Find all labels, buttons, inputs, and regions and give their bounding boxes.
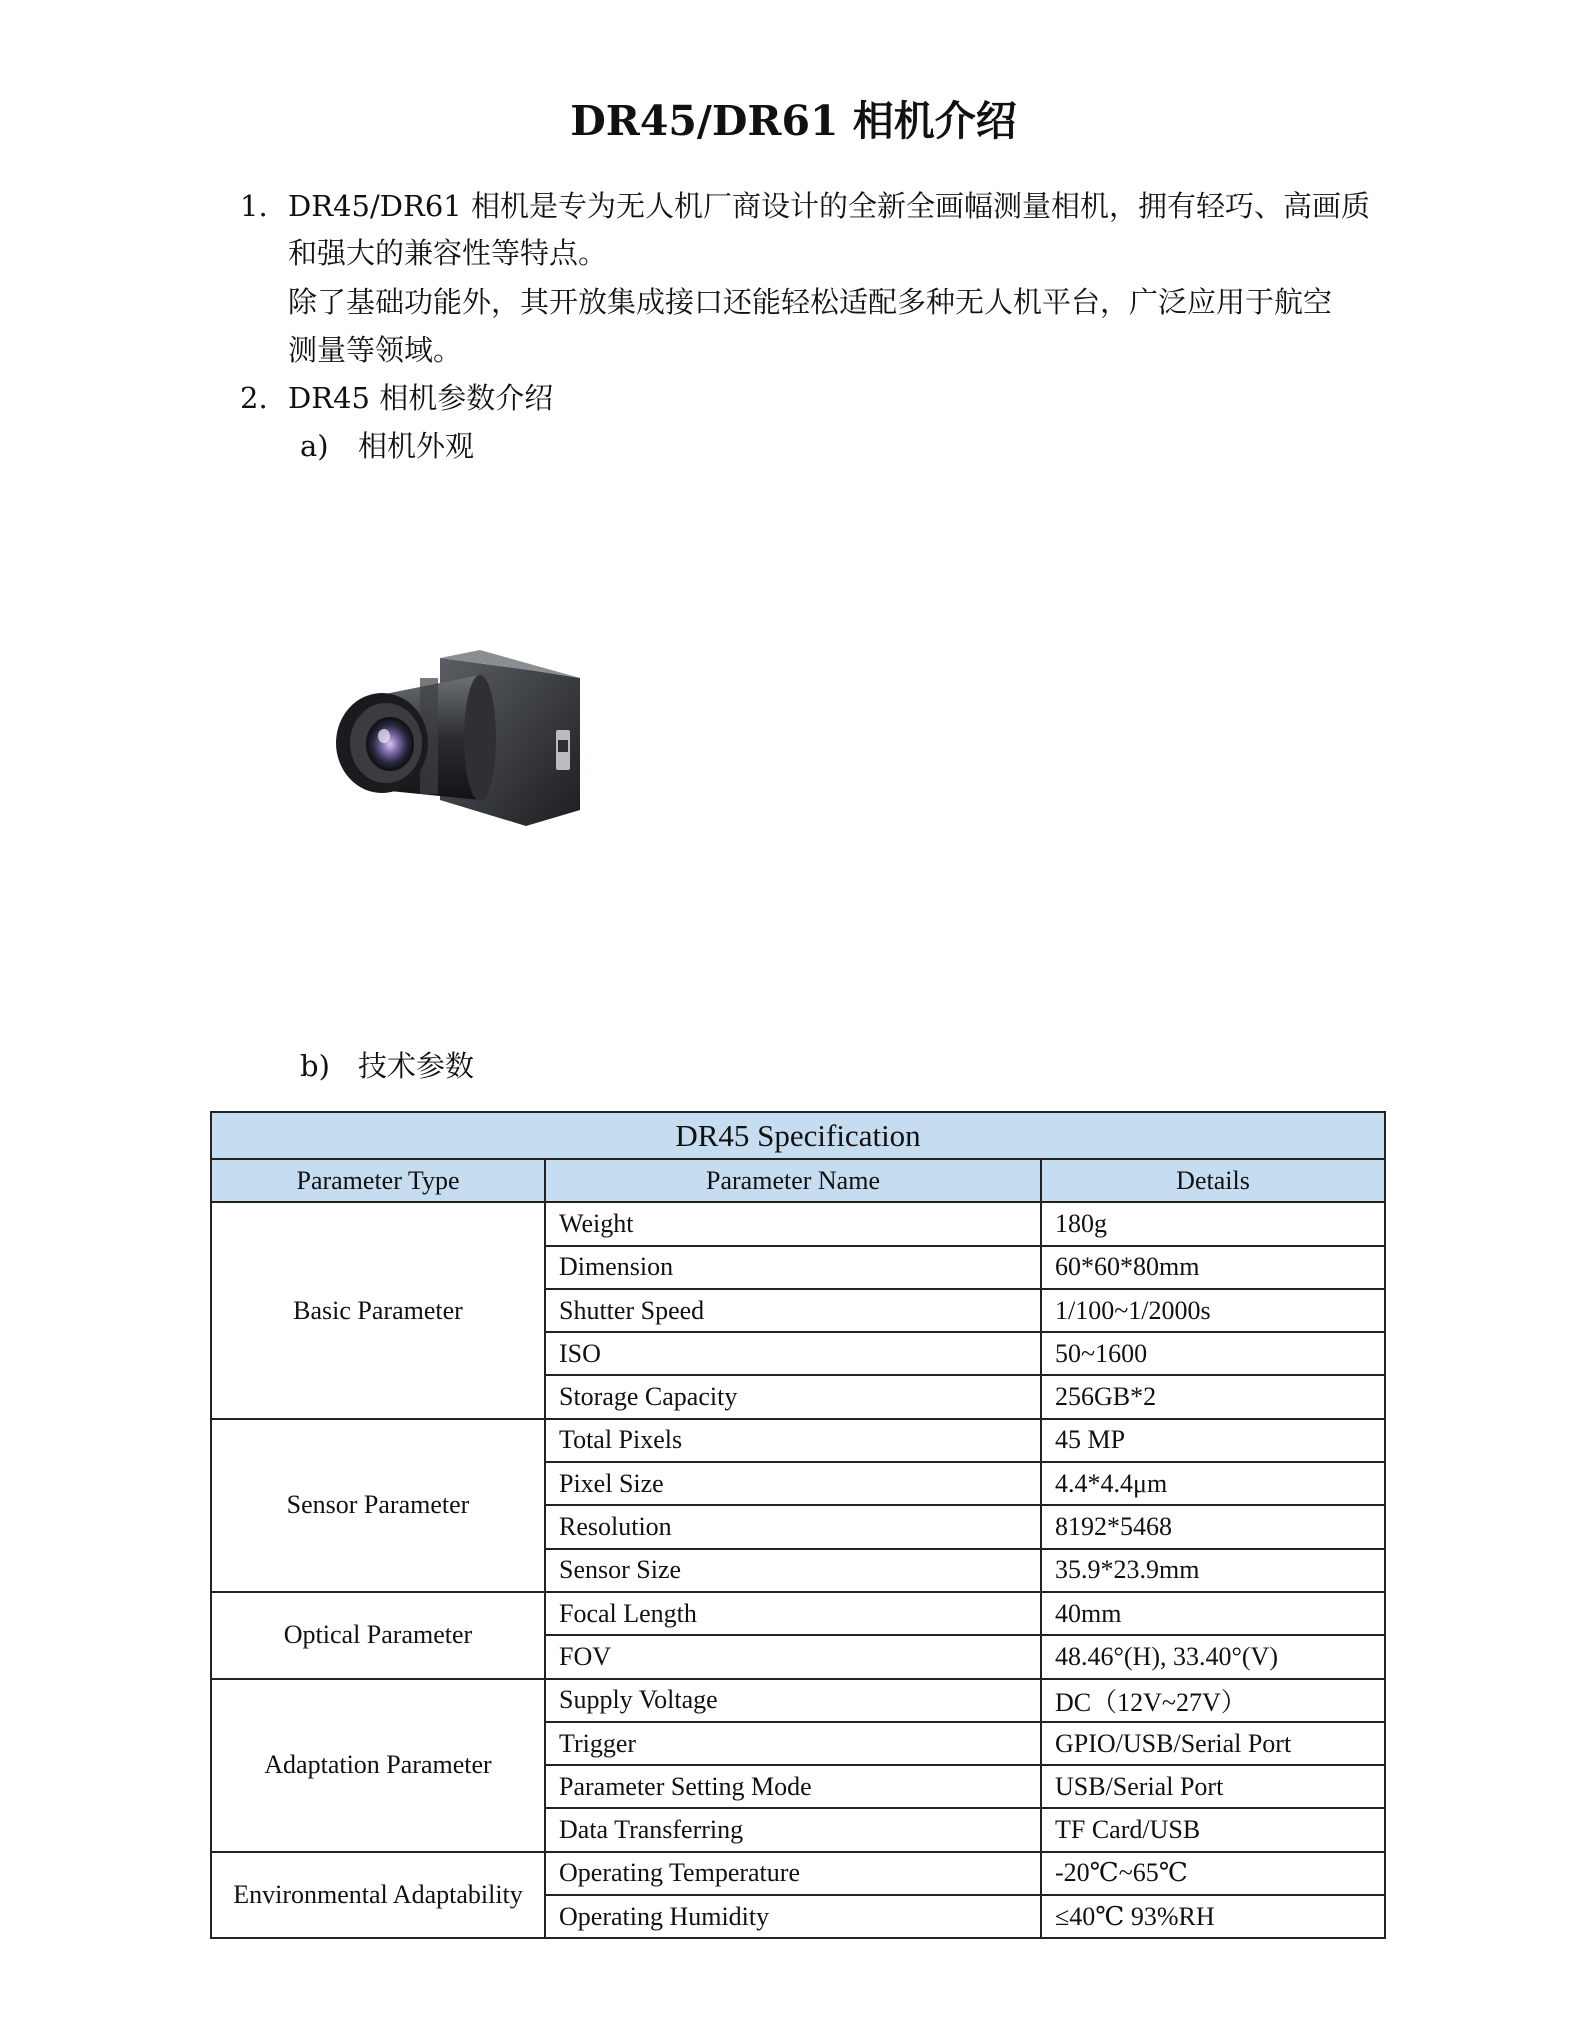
param-name: Supply Voltage — [545, 1679, 1041, 1722]
param-name: Trigger — [545, 1722, 1041, 1765]
param-name: Operating Humidity — [545, 1895, 1041, 1938]
param-name: Total Pixels — [545, 1419, 1041, 1462]
param-value: 180g — [1041, 1202, 1385, 1245]
param-value: 1/100~1/2000s — [1041, 1289, 1385, 1332]
param-value: 40mm — [1041, 1592, 1385, 1635]
spec-table-title: DR45 Specification — [211, 1112, 1385, 1159]
param-value: 256GB*2 — [1041, 1375, 1385, 1418]
param-name: Shutter Speed — [545, 1289, 1041, 1332]
param-name: Pixel Size — [545, 1462, 1041, 1505]
param-name: Parameter Setting Mode — [545, 1765, 1041, 1808]
group-sensor-parameter: Sensor Parameter — [211, 1419, 545, 1592]
param-name: Resolution — [545, 1505, 1041, 1548]
table-row — [211, 1679, 1385, 1722]
sub-number-a: a) — [300, 429, 329, 463]
param-value: 45 MP — [1041, 1419, 1385, 1462]
section-heading-dr45-params: DR45 相机参数介绍 — [288, 381, 554, 415]
param-name: Sensor Size — [545, 1549, 1041, 1592]
param-value: -20℃~65℃ — [1041, 1852, 1385, 1895]
camera-photo — [330, 640, 590, 860]
param-name: Dimension — [545, 1246, 1041, 1289]
param-value: TF Card/USB — [1041, 1808, 1385, 1851]
param-value: 8192*5468 — [1041, 1505, 1385, 1548]
group-adaptation-parameter: Adaptation Parameter — [211, 1679, 545, 1852]
header-details: Details — [1041, 1159, 1385, 1202]
param-name: ISO — [545, 1332, 1041, 1375]
param-name: Focal Length — [545, 1592, 1041, 1635]
group-environmental-adaptability: Environmental Adaptability — [211, 1852, 545, 1939]
page-title: DR45/DR61 相机介绍 — [570, 97, 1017, 145]
param-name: Weight — [545, 1202, 1041, 1245]
spec-table — [210, 1111, 1386, 1939]
param-value: 35.9*23.9mm — [1041, 1549, 1385, 1592]
list-number-1: 1. — [240, 189, 268, 223]
param-value: 50~1600 — [1041, 1332, 1385, 1375]
sub-heading-tech-params: 技术参数 — [358, 1049, 475, 1083]
table-row — [211, 1852, 1385, 1895]
intro-line-1: DR45/DR61 相机是专为无人机厂商设计的全新全画幅测量相机，拥有轻巧、高画质 — [288, 189, 1370, 223]
sub-number-b: b) — [300, 1049, 330, 1083]
table-row — [211, 1202, 1385, 1245]
intro-line-3: 除了基础功能外，其开放集成接口还能轻松适配多种无人机平台，广泛应用于航空 — [288, 285, 1333, 319]
param-value: DC（12V~27V） — [1041, 1679, 1385, 1722]
param-value: 60*60*80mm — [1041, 1246, 1385, 1289]
header-parameter-type: Parameter Type — [211, 1159, 545, 1202]
table-row — [211, 1592, 1385, 1635]
param-value: USB/Serial Port — [1041, 1765, 1385, 1808]
group-basic-parameter: Basic Parameter — [211, 1202, 545, 1418]
intro-line-4: 测量等领域。 — [288, 333, 463, 367]
param-value: 4.4*4.4μm — [1041, 1462, 1385, 1505]
param-name: FOV — [545, 1635, 1041, 1678]
header-parameter-name: Parameter Name — [545, 1159, 1041, 1202]
param-value: ≤40℃ 93%RH — [1041, 1895, 1385, 1938]
group-optical-parameter: Optical Parameter — [211, 1592, 545, 1679]
param-name: Data Transferring — [545, 1808, 1041, 1851]
table-row — [211, 1419, 1385, 1462]
param-value: GPIO/USB/Serial Port — [1041, 1722, 1385, 1765]
sub-heading-appearance: 相机外观 — [358, 429, 475, 463]
param-name: Storage Capacity — [545, 1375, 1041, 1418]
param-value: 48.46°(H), 33.40°(V) — [1041, 1635, 1385, 1678]
intro-line-2: 和强大的兼容性等特点。 — [288, 236, 608, 270]
param-name: Operating Temperature — [545, 1852, 1041, 1895]
list-number-2: 2. — [240, 381, 268, 415]
